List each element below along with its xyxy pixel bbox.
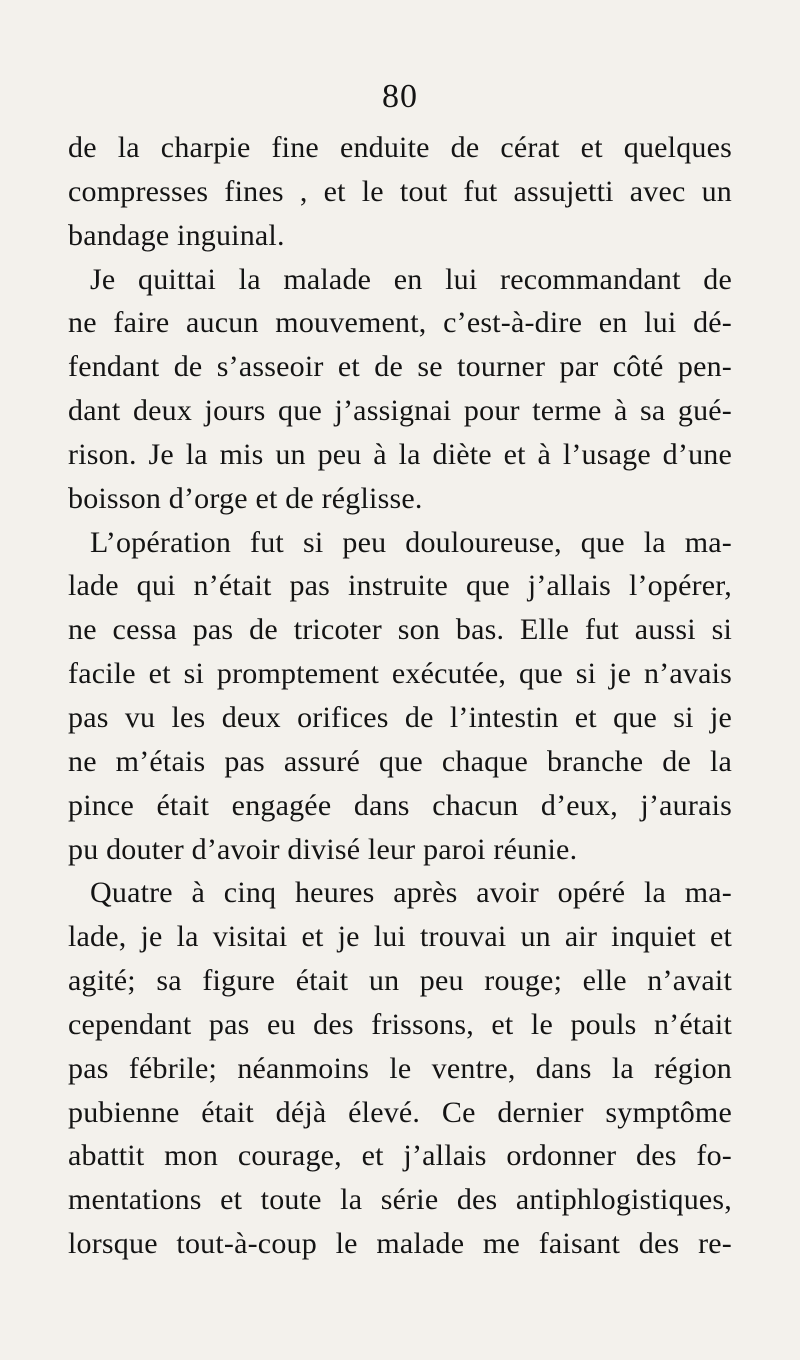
text-line: pince était engagée dans chacun d’eux, j’aurais [68, 788, 732, 822]
body-text [68, 126, 732, 1266]
text-line: mentations et toute la série des antiphlogistiques, [68, 1183, 732, 1217]
text-line: lade qui n’était pas instruite que j’allais l’opérer, [68, 569, 732, 603]
page-number: 80 [382, 78, 418, 115]
text-line: lade, je la visitai et je lui trouvai un air inquiet et [68, 920, 732, 954]
text-line: lorsque tout-à-coup le malade me faisant des re- [68, 1227, 732, 1261]
text-line: ne m’étais pas assuré que chaque branche de la [68, 744, 732, 778]
text-line: L’opération fut si peu douloureuse, que la ma- [90, 525, 732, 559]
text-line: facile et si promptement exécutée, que si je n’avais [68, 657, 732, 691]
text-line: fendant de s’asseoir et de se tourner par côté pen- [68, 350, 732, 384]
text-line: Je quittai la malade en lui recommandant de [90, 262, 732, 296]
text-line: abattit mon courage, et j’allais ordonner des fo- [68, 1139, 732, 1173]
text-line: Quatre à cinq heures après avoir opéré la ma- [90, 876, 732, 910]
text-line: rison. Je la mis un peu à la diète et à l’usage d’une [68, 437, 732, 471]
text-line: pubienne était déjà élevé. Ce dernier symptôme [68, 1095, 732, 1129]
text-line: pas vu les deux orifices de l’intestin et que si je [68, 700, 732, 734]
text-line: compresses fines , et le tout fut assujetti avec un [68, 174, 732, 208]
text-line: pu douter d’avoir divisé leur paroi réunie. [68, 832, 578, 866]
text-line: pas fébrile; néanmoins le ventre, dans la région [68, 1051, 732, 1085]
text-line: de la charpie fine enduite de cérat et quelques [68, 131, 732, 164]
text-line: bandage inguinal. [68, 218, 285, 252]
text-line: ne faire aucun mouvement, c’est-à-dire en lui dé- [68, 306, 732, 340]
text-line: cependant pas eu des frissons, et le pouls n’était [68, 1007, 732, 1041]
text-line: boisson d’orge et de réglisse. [68, 481, 423, 515]
text-line: dant deux jours que j’assignai pour terme à sa gué- [68, 394, 732, 428]
text-line: agité; sa figure était un peu rouge; elle n’avait [68, 964, 732, 998]
text-line: ne cessa pas de tricoter son bas. Elle fut aussi si [68, 613, 732, 647]
